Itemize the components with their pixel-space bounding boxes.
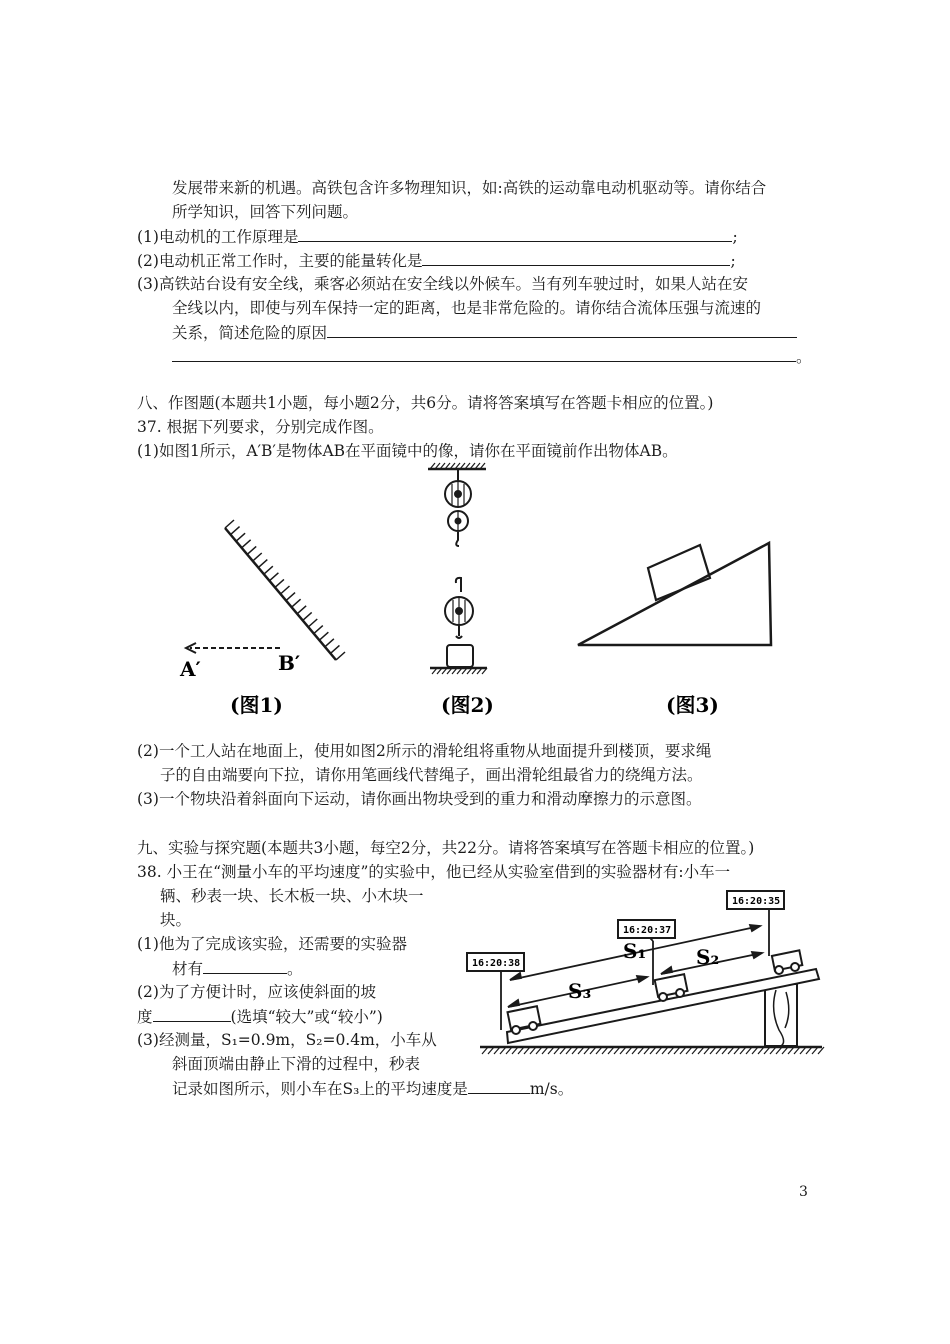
label-s3: S₃: [568, 979, 592, 1003]
fig1-caption: (图1): [230, 693, 283, 717]
q38-part1-text: 材有: [172, 960, 204, 978]
fig1-label-a: A′: [180, 657, 201, 681]
q38-part2-text: 度: [137, 1008, 153, 1026]
q36-part3-text: 关系，简述危险的原因: [172, 324, 328, 342]
q38-part3-end: m/s。: [529, 1080, 574, 1098]
clock-top: [727, 891, 784, 909]
clock-left: [467, 953, 524, 971]
ground: [480, 1047, 824, 1054]
q36-part2-end: ;: [730, 252, 736, 270]
clock-mid-time: 16:20:37: [623, 925, 672, 936]
q38-part1-line1: (1)他为了完成该实验，还需要的实验器: [137, 935, 407, 953]
q36-part3-end: 。: [796, 348, 812, 366]
label-s2: S₂: [696, 945, 720, 969]
page-number: 3: [799, 1184, 808, 1200]
section8-heading: 八、作图题(本题共1小题，每小题2分，共6分。请将答案填写在答题卡相应的位置。): [137, 394, 714, 412]
clock-left-time: 16:20:38: [472, 958, 521, 969]
q37-title: 37. 根据下列要求，分别完成作图。: [137, 418, 384, 436]
fig2-caption: (图2): [441, 693, 494, 717]
q38-part2-end: (选填“较大”或“较小”): [230, 1008, 383, 1026]
q38-line1: 38. 小王在“测量小车的平均速度”的实验中，他已经从实验室借到的实验器材有:小车一: [137, 863, 731, 881]
q38-part3-line1: (3)经测量，S₁=0.9m，S₂=0.4m，小车从: [137, 1031, 437, 1049]
label-s1: S₁: [623, 939, 647, 963]
cart-mid: [655, 974, 688, 1001]
q37-part1: (1)如图1所示，A′B′是物体AB在平面镜中的像，请你在平面镜前作出物体AB。: [137, 442, 678, 460]
q36-part3-line2: 全线以内，即使与列车保持一定的距离，也是非常危险的。请你结合流体压强与流速的: [172, 299, 762, 317]
clock-mid: [618, 920, 675, 938]
q36-part3-line1: (3)高铁站台设有安全线，乘客必须站在安全线以外候车。当有列车驶过时，如果人站在安: [137, 275, 748, 293]
fig3-caption: (图3): [666, 693, 719, 717]
q37-part3: (3)一个物块沿着斜面向下运动，请你画出物块受到的重力和滑动摩擦力的示意图。: [137, 790, 702, 808]
q38-part1-end: 。: [287, 960, 303, 978]
q38-line3: 块。: [160, 911, 192, 929]
q36-part2-text: (2)电动机正常工作时，主要的能量转化是: [137, 252, 423, 270]
q36-part1-end: ;: [732, 228, 738, 246]
q37-part2-line2: 子的自由端要向下拉，请你用笔画线代替绳子，画出滑轮组最省力的绕绳方法。: [160, 766, 703, 784]
q37-part2-line1: (2)一个工人站在地面上，使用如图2所示的滑轮组将重物从地面提升到楼顶，要求绳: [137, 742, 712, 760]
clock-top-time: 16:20:35: [732, 896, 781, 907]
q38-part2-line1: (2)为了方便计时，应该使斜面的坡: [137, 983, 376, 1001]
q38-line2: 辆、秒表一块、长木板一块、小木块一: [160, 887, 424, 905]
cart-top: [772, 950, 802, 974]
q36-intro-line2: 所学知识，回答下列问题。: [172, 203, 359, 221]
q36-intro-line1: 发展带来新的机遇。高铁包含许多物理知识，如:高铁的运动靠电动机驱动等。请你结合: [172, 179, 767, 197]
section9-heading: 九、实验与探究题(本题共3小题，每空2分，共22分。请将答案填写在答题卡相应的位置。): [137, 839, 755, 857]
q38-part3-text: 记录如图所示，则小车在S₃上的平均速度是: [172, 1080, 468, 1098]
wood-block: [765, 984, 797, 1046]
q38-part3-line2: 斜面顶端由静止下滑的过程中，秒表: [172, 1055, 421, 1073]
q36-part1-text: (1)电动机的工作原理是: [137, 228, 299, 246]
fig1-label-b: B′: [278, 651, 301, 675]
